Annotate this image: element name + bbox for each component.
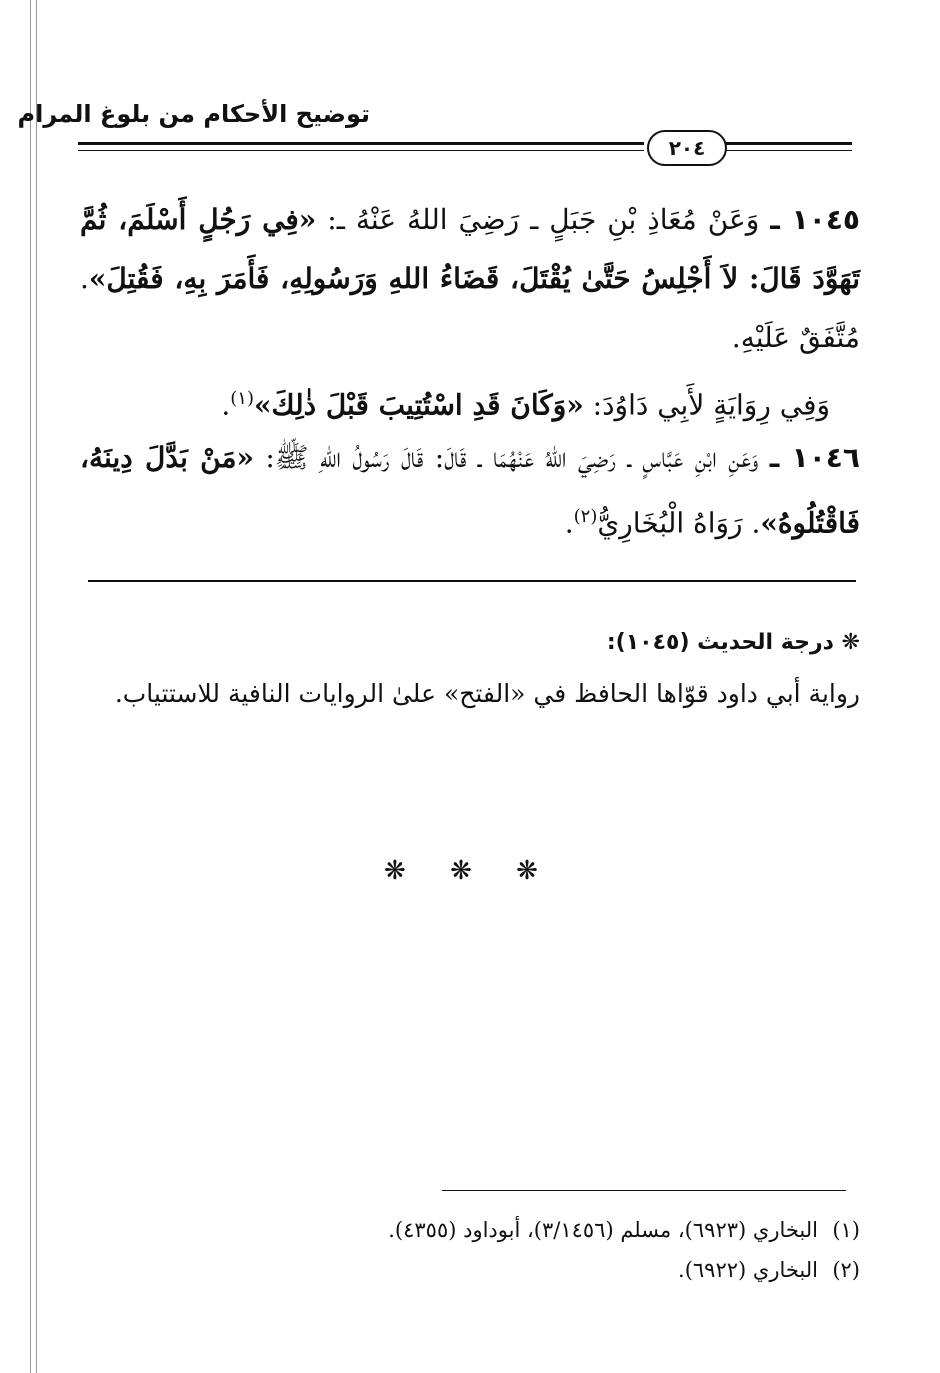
- footnote-text: البخاري (٦٩٢٢).: [678, 1258, 818, 1282]
- header-rule-right-thin: [78, 150, 644, 151]
- footnote-label: (١): [832, 1218, 860, 1242]
- hadith-number: ١٠٤٦ ـ: [769, 441, 860, 474]
- section-separator: [88, 580, 856, 582]
- hadith-quote: «مَنْ بَدَّلَ دِينَهُ، فَاقْتُلُوهُ»: [80, 441, 860, 540]
- footnote-item: [80, 1250, 860, 1290]
- hadith-number: ١٠٤٥ ـ: [770, 203, 860, 236]
- grade-text: رواية أبي داود قوّاها الحافظ في «الفتح» علىٰ الروايات النافية للاستتياب.: [114, 679, 860, 708]
- header-rule-left-thin: [726, 150, 852, 151]
- running-header-title: توضيح الأحكام من بلوغ المرام: [17, 100, 370, 128]
- header-rule-left: [726, 142, 852, 145]
- page-number: ٢٠٤: [647, 130, 727, 166]
- narration-intro: وَفِي رِوَايَةٍ لأَبِي دَاوُدَ:: [583, 388, 830, 422]
- footnote-ref: (١): [230, 388, 254, 409]
- hadith-1045: [80, 190, 860, 367]
- footnote-item: [80, 1210, 860, 1250]
- hadith-ending: . رَوَاهُ الْبُخَارِيُّ: [597, 506, 761, 540]
- section-stars: ❋ ❋ ❋: [384, 856, 556, 886]
- hadith-intro: وَعَنْ مُعَاذِ بْنِ جَبَلٍ ـ رَضِيَ اللهُ عَنْهُ ـ:: [316, 203, 771, 236]
- abu-dawud-narration: [80, 369, 860, 434]
- header-rule-right: [78, 142, 644, 145]
- footnotes: [80, 1210, 860, 1290]
- footnote-rule: [442, 1190, 846, 1191]
- footnote-label: (٢): [832, 1258, 860, 1282]
- hadith-1046: [80, 428, 860, 552]
- hadith-quote: «فِي رَجُلٍ أَسْلَمَ، ثُمَّ تَهَوَّدَ قَالَ: لاَ أَجْلِسُ حَتَّىٰ يُقْتَلَ، قَضَاءُ اللهِ وَرَسُولِهِ، فَأَمَرَ بِهِ، فَقُتِلَ»: [80, 203, 860, 295]
- footnote-ref: (٢): [573, 506, 598, 527]
- grade-heading: ❋ درجة الحديث (١٠٤٥):: [606, 630, 860, 655]
- footnote-text: البخاري (٦٩٢٣)، مسلم (٣/١٤٥٦)، أبوداود (٤٣٥٥).: [388, 1218, 818, 1242]
- hadith-end-dot: .: [564, 506, 574, 540]
- hadith-ending: . مُتَّفَقٌ عَلَيْهِ.: [80, 262, 860, 354]
- narration-ending: .: [221, 388, 231, 422]
- narration-quote: «وَكَانَ قَدِ اسْتُتِيبَ قَبْلَ ذٰلِكَ»: [254, 388, 584, 422]
- hadith-intro: وَعَنِ ابْنِ عَبَّاسٍ ـ رَضِيَ اللهُ عَنْهُمَا ـ قَالَ: قَالَ رَسُولُ اللهِ ﷺ:: [253, 441, 770, 474]
